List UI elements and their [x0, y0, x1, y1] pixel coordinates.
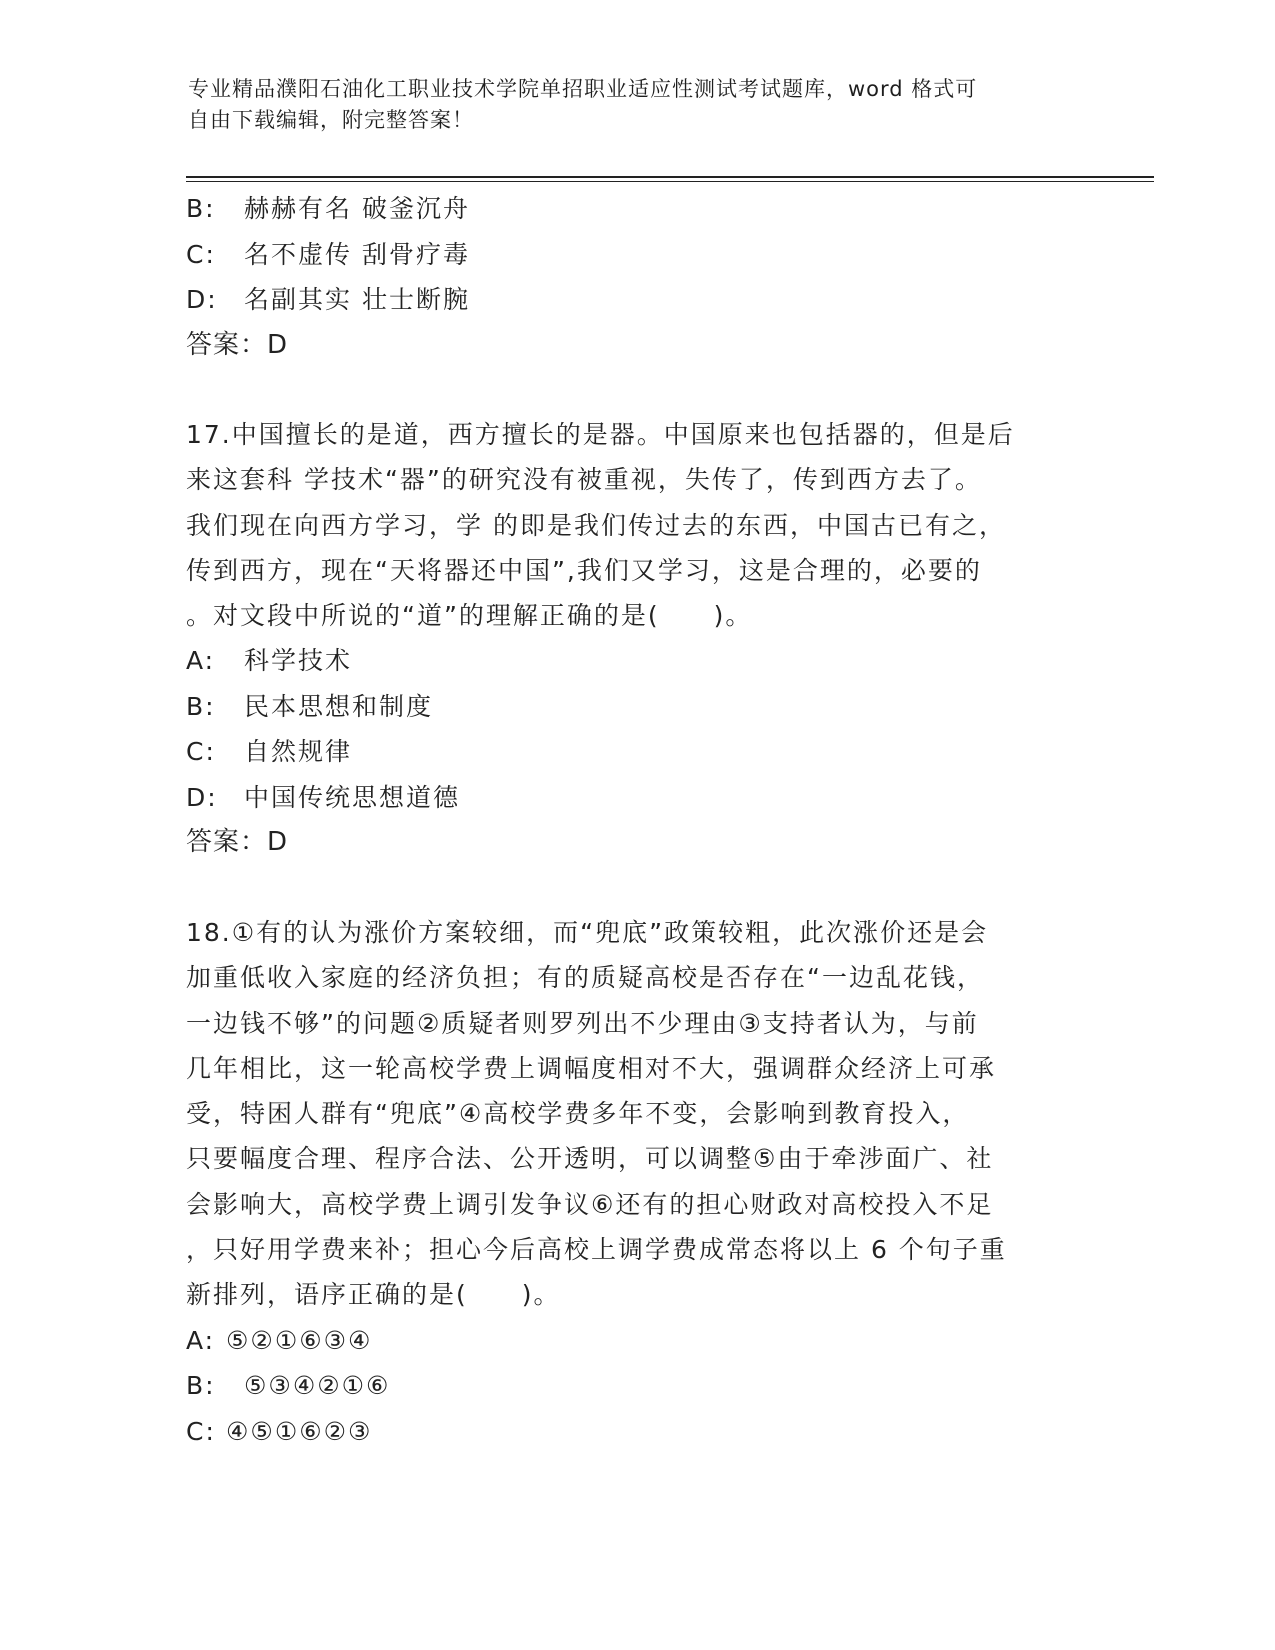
option-c — [186, 729, 1086, 775]
option-label: C: — [186, 1416, 216, 1446]
spacer — [186, 866, 1086, 910]
option-c — [186, 1409, 1086, 1455]
question-text-line: 加重低收入家庭的经济负担；有的质疑高校是否存在“一边乱花钱， — [186, 963, 984, 993]
option-b — [186, 1363, 1086, 1409]
question-text-line: 来这套科 学技术“器”的研究没有被重视，失传了，传到西方去了。 — [186, 465, 982, 495]
question-text-line: 18.①有的认为涨价方案较细，而“兜底”政策较粗，此次涨价还是会 — [186, 917, 989, 947]
question-16-partial — [186, 186, 1086, 368]
question-text-line: 。对文段中所说的“道”的理解正确的是( )。 — [186, 601, 753, 631]
option-text: 中国传统思想道德 — [244, 782, 461, 812]
option-text: 名副其实 壮士断腕 — [244, 285, 470, 314]
spacer — [186, 368, 1086, 412]
document-body — [186, 186, 1086, 1454]
option-label: B: — [186, 691, 216, 721]
option-label: C: — [186, 737, 216, 767]
header-rule-thin — [186, 181, 1154, 182]
option-text: 自然规律 — [244, 737, 353, 767]
option-a — [186, 638, 1086, 684]
option-text: 民本思想和制度 — [244, 691, 434, 721]
question-text-line: 新排列，语序正确的是( )。 — [186, 1280, 561, 1310]
option-text: ⑤②①⑥③④ — [226, 1325, 373, 1355]
option-label: B: — [186, 194, 216, 223]
option-label: C: — [186, 239, 216, 269]
option-d — [186, 277, 1086, 323]
question-text-line: 受，特困人群有“兜底”④高校学费多年不变，会影响到教育投入， — [186, 1099, 970, 1129]
question-text-line: 会影响大，高校学费上调引发争议⑥还有的担心财政对高校投入不足 — [186, 1189, 994, 1219]
question-text-line: 只要幅度合理、程序合法、公开透明，可以调整⑤由于牵涉面广、社 — [186, 1144, 994, 1174]
question-text-line: 我们现在向西方学习，学 的即是我们传过去的东西，中国古已有之， — [186, 510, 1006, 540]
question-17 — [186, 412, 1086, 866]
header-rule-thick — [186, 176, 1154, 178]
question-text-line: 17.中国擅长的是道，西方擅长的是器。中国原来也包括器的，但是后 — [186, 420, 1015, 449]
answer-line: 答案：D — [186, 329, 289, 360]
page-header — [188, 74, 1068, 136]
header-line-1: 专业精品濮阳石油化工职业技术学院单招职业适应性测试考试题库，word 格式可 — [188, 77, 978, 101]
question-text-line: 几年相比，这一轮高校学费上调幅度相对不大，强调群众经济上可承 — [186, 1053, 997, 1083]
question-18 — [186, 910, 1086, 1454]
option-b — [186, 684, 1086, 730]
question-text-line: ，只好用学费来补；担心今后高校上调学费成常态将以上 6 个句子重 — [186, 1235, 1007, 1265]
header-line-2: 自由下载编辑，附完整答案！ — [188, 108, 474, 132]
option-label: D: — [186, 285, 218, 314]
option-text: ④⑤①⑥②③ — [226, 1416, 373, 1446]
question-text-line: 传到西方，现在“天将器还中国”,我们又学习，这是合理的，必要的 — [186, 555, 982, 585]
option-label: B: — [186, 1371, 216, 1401]
option-text: 科学技术 — [244, 646, 353, 676]
option-text: ⑤③④②①⑥ — [244, 1371, 391, 1401]
option-c — [186, 232, 1086, 278]
option-a — [186, 1318, 1086, 1364]
option-text: 赫赫有名 破釜沉舟 — [244, 194, 470, 223]
option-label: D: — [186, 782, 218, 812]
option-d — [186, 775, 1086, 821]
option-text: 名不虚传 刮骨疗毒 — [244, 239, 470, 269]
option-b — [186, 186, 1086, 232]
question-text-line: 一边钱不够”的问题②质疑者则罗列出不少理由③支持者认为，与前 — [186, 1008, 979, 1038]
option-label: A: — [186, 646, 216, 676]
option-label: A: — [186, 1325, 216, 1355]
answer-line: 答案：D — [186, 827, 289, 858]
